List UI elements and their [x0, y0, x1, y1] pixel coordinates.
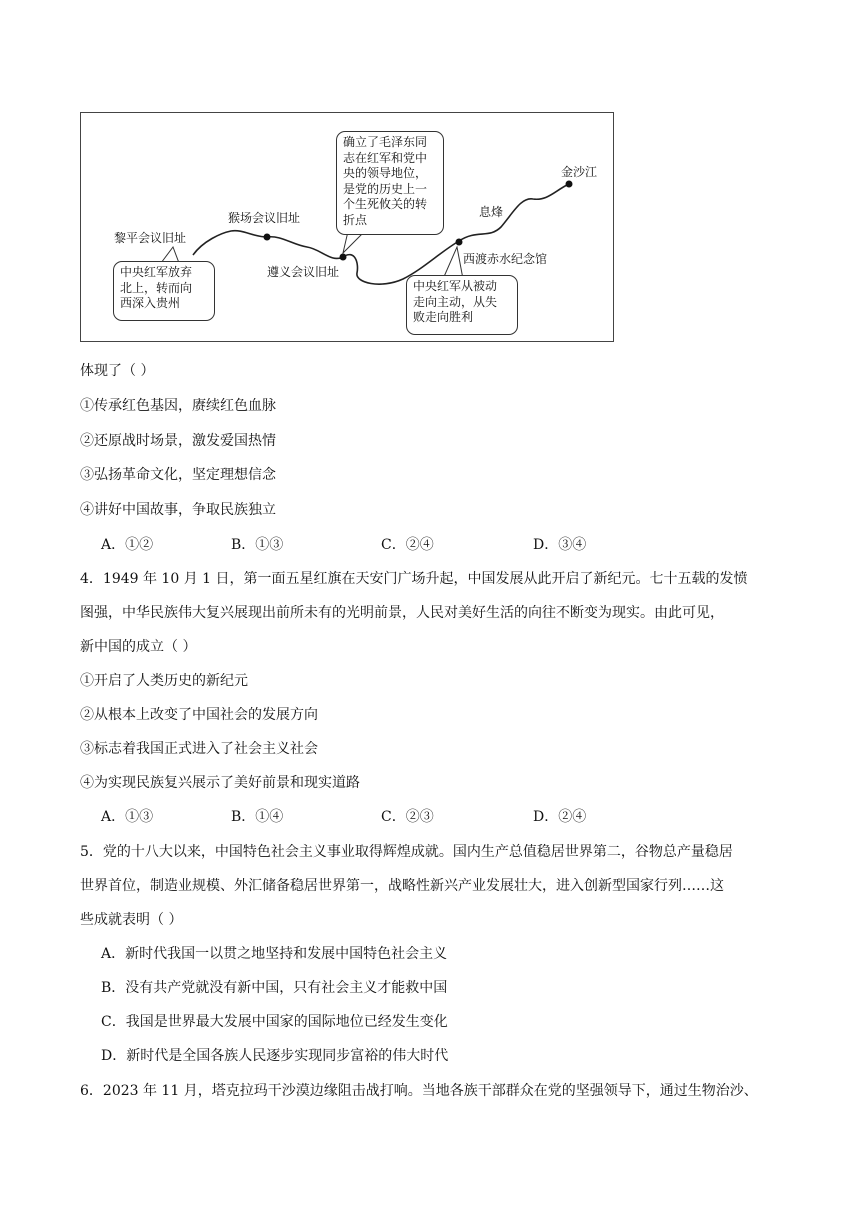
q4-item-1: ①开启了人类历史的新纪元 [80, 673, 248, 689]
q4-option-d[interactable]: D．②④ [533, 809, 587, 825]
q5-option-d[interactable]: D．新时代是全国各族人民逐步实现同步富裕的伟大时代 [101, 1048, 449, 1064]
q3-option-d[interactable]: D．③④ [533, 537, 587, 553]
route-map-figure [80, 112, 614, 342]
q6-stem-line-1: 6．2023 年 11 月，塔克拉玛干沙漠边缘阻击战打响。当地各族干部群众在党的坚强领导下，通过生物治沙、 [80, 1083, 758, 1099]
label-xifeng: 息烽 [479, 205, 504, 219]
label-zunyi: 遵义会议旧址 [267, 265, 340, 279]
q5-stem-line-1: 5．党的十八大以来，中国特色社会主义事业取得辉煌成就。国内生产总值稳居世界第二，谷物总产量稳居 [80, 844, 733, 860]
q3-option-b[interactable]: B．①③ [231, 537, 284, 553]
q5-stem-line-2: 世界首位，制造业规模、外汇储备稳居世界第一，战略性新兴产业发展壮大，进入创新型国家行列……这 [80, 878, 724, 894]
q3-item-1: ①传承红色基因，赓续红色血脉 [80, 398, 276, 414]
callout-zunyi-line: 个生死攸关的转 [343, 197, 428, 211]
callout-zunyi-line: 确立了毛泽东同 [343, 135, 428, 149]
q3-item-2: ②还原战时场景，激发爱国热情 [80, 433, 276, 449]
q4-stem-line-3: 新中国的成立（ ） [80, 639, 197, 655]
label-liping: 黎平会议旧址 [114, 231, 187, 245]
callout-zunyi-line: 志在红军和党中 [343, 150, 428, 165]
q4-stem-line-1: 4．1949 年 10 月 1 日，第一面五星红旗在天安门广场升起，中国发展从此开启了新纪元。七十五载的发愤 [80, 571, 748, 587]
callout-zunyi-line: 折点 [343, 212, 368, 227]
q4-option-c[interactable]: C．②③ [381, 809, 434, 825]
callout-liping-line: 北上，转而向 [120, 280, 193, 295]
callout-chishui-line: 败走向胜利 [413, 310, 474, 324]
callout-liping [113, 261, 215, 321]
q4-stem-line-2: 图强，中华民族伟大复兴展现出前所未有的光明前景，人民对美好生活的向往不断变为现实。由此可见， [80, 605, 724, 621]
callout-chishui [406, 275, 518, 335]
q3-option-a[interactable]: A．①② [101, 537, 154, 553]
q5-stem-line-3: 些成就表明（ ） [80, 912, 183, 928]
q3-item-3: ③弘扬革命文化，坚定理想信念 [80, 467, 276, 483]
q5-option-c[interactable]: C．我国是世界最大发展中国家的国际地位已经发生变化 [101, 1014, 448, 1030]
callout-zunyi [336, 131, 444, 235]
callout-zunyi-line: 是党的历史上一 [343, 181, 428, 196]
q4-item-2: ②从根本上改变了中国社会的发展方向 [80, 707, 318, 723]
label-houchang: 猴场会议旧址 [228, 211, 301, 225]
q4-option-b[interactable]: B．①④ [231, 809, 284, 825]
callout-zunyi-line: 央的领导地位， [343, 166, 428, 180]
q3-option-c[interactable]: C．②④ [381, 537, 434, 553]
q4-option-a[interactable]: A．①③ [101, 809, 154, 825]
callout-chishui-line: 走向主动，从失 [413, 294, 498, 309]
callout-chishui-line: 中央红军从被动 [413, 279, 498, 293]
label-jinsha: 金沙江 [561, 165, 598, 179]
q4-item-4: ④为实现民族复兴展示了美好前景和现实道路 [80, 775, 360, 791]
q5-option-b[interactable]: B．没有共产党就没有新中国，只有社会主义才能救中国 [101, 980, 448, 996]
q5-option-a[interactable]: A．新时代我国一以贯之地坚持和发展中国特色社会主义 [101, 946, 448, 962]
q3-item-4: ④讲好中国故事，争取民族独立 [80, 502, 276, 518]
callout-liping-line: 中央红军放弃 [120, 265, 193, 279]
callout-liping-line: 西深入贵州 [120, 296, 181, 310]
label-xidu: 西渡赤水纪念馆 [463, 252, 548, 266]
q4-item-3: ③标志着我国正式进入了社会主义社会 [80, 741, 318, 757]
q3-stem: 体现了（ ） [80, 363, 155, 379]
